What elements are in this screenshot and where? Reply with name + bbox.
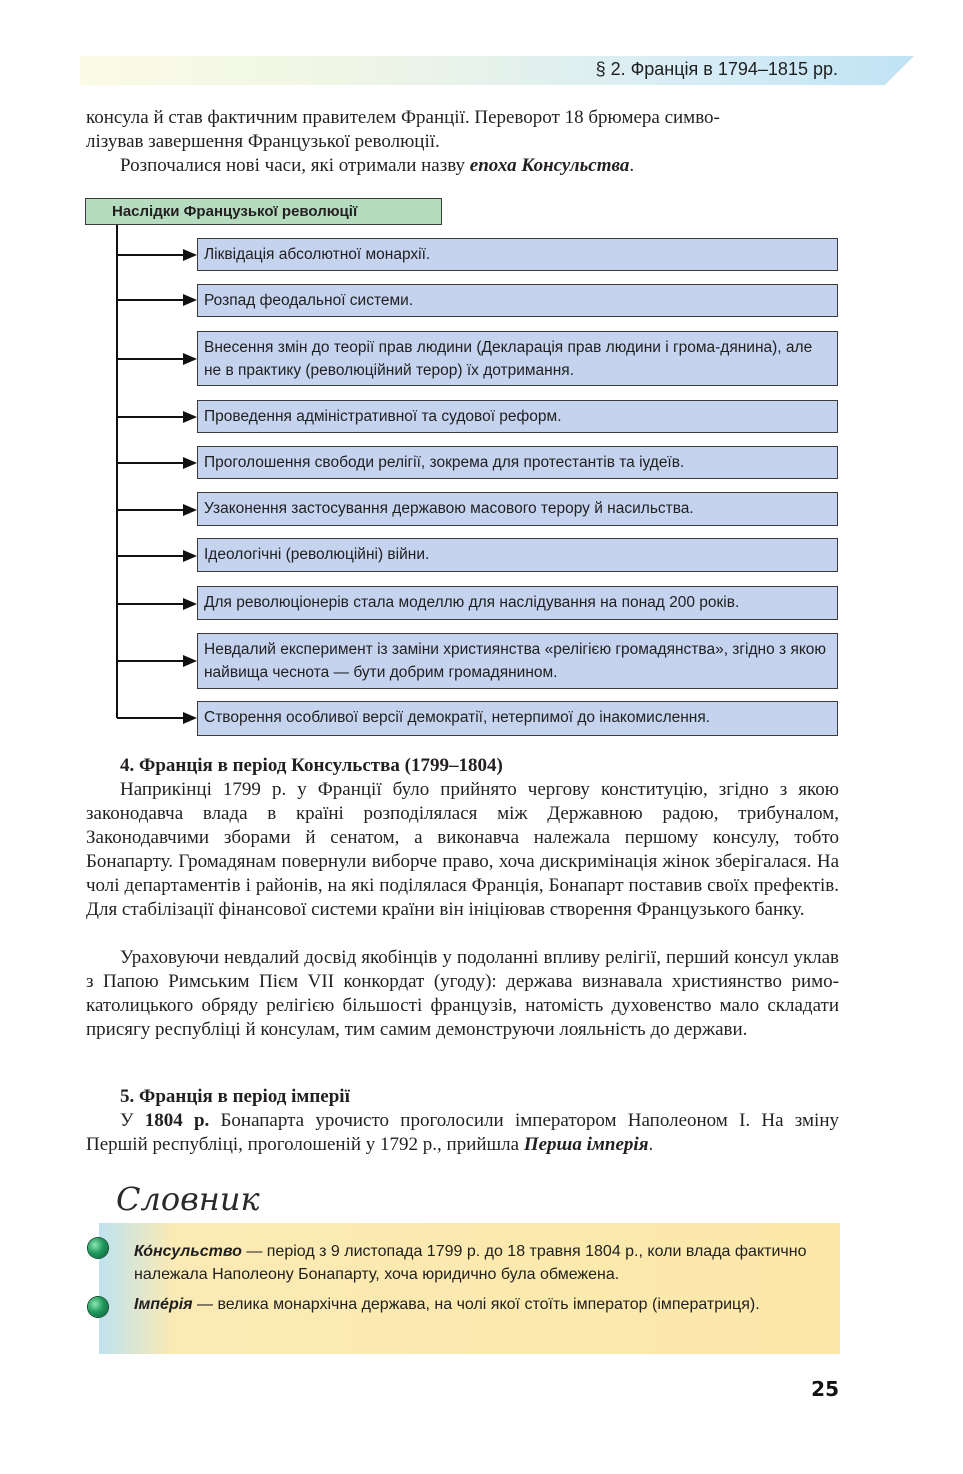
connector-3 bbox=[117, 358, 185, 360]
connector-9 bbox=[117, 660, 185, 662]
scheme-item-6: Узаконення застосування державою масового терору й насильства. bbox=[197, 492, 838, 526]
intro-line-3: Розпочалися нові часи, які отримали назву bbox=[120, 155, 470, 176]
s5-term: Перша імперія bbox=[523, 1134, 649, 1155]
scheme-item-4: Проведення адміністративної та судової реформ. bbox=[197, 400, 838, 433]
section-4-paragraph-1: Наприкінці 1799 р. у Франції було прийнято чергову конституцію, згідно з якою законодавча влада в країні розподілялася між Державною радою, трибуналом, Законодавчими зборами й сенатом, а виконавча належала першому консулу, тобто Бонапарту. Громадянам повернули виборче право, хоча дискримінація жінок зберігалася. На чолі департаментів і районів, на які поділялася Франція, Бонапарт поставив своїх префектів. Для стабілізації фінансової системи країни він ініціював створення Французького банку. bbox=[86, 779, 839, 920]
connector-8 bbox=[117, 603, 185, 605]
s5-text-start: У bbox=[120, 1110, 145, 1131]
section-5-heading: 5. Франція в період імперії bbox=[120, 1086, 350, 1107]
scheme-item-1: Ліквідація абсолютної монархії. bbox=[197, 238, 838, 271]
s5-text-end: . bbox=[648, 1134, 654, 1155]
connector-5 bbox=[117, 462, 185, 464]
intro-line-1: консула й став фактичним правителем Франції. Переворот 18 брюмера симво- bbox=[86, 107, 720, 128]
scheme-item-3: Внесення змін до теорії прав людини (Декларація прав людини і грома-дянина), але не в практику (революційний терор) їх дотримання. bbox=[197, 331, 838, 386]
bullet-1-icon bbox=[88, 1238, 108, 1258]
glossary-term-2: Імпе́рія bbox=[134, 1296, 193, 1313]
connector-6 bbox=[117, 509, 185, 511]
arrow-1-icon bbox=[183, 249, 197, 261]
arrow-5-icon bbox=[183, 457, 197, 469]
connector-7 bbox=[117, 555, 185, 557]
bullet-2-icon bbox=[88, 1297, 108, 1317]
glossary-heading: Словник bbox=[116, 1180, 260, 1218]
arrow-7-icon bbox=[183, 550, 197, 562]
glossary-definition-1: — період з 9 листопада 1799 р. до 18 травня 1804 р., коли влада фактично належала Наполеону Бонапарту, хоча юридично була обмежена. bbox=[134, 1243, 807, 1283]
s5-text-mid: Бонапарта урочисто проголосили імператором Наполеоном І. На зміну Першій республіці, проголошеній у 1792 р., прийшла bbox=[86, 1110, 839, 1155]
scheme-title: Наслідки Французької революції bbox=[85, 198, 442, 225]
intro-paragraph bbox=[86, 106, 839, 178]
scheme-item-7: Ідеологічні (революційні) війни. bbox=[197, 538, 838, 572]
running-header: § 2. Франція в 1794–1815 рр. bbox=[595, 59, 838, 79]
connector-10 bbox=[117, 717, 185, 719]
scheme-item-10: Створення особливої версії демократії, нетерпимої до інакомислення. bbox=[197, 701, 838, 736]
page-number: 25 bbox=[811, 1377, 839, 1401]
connector-4 bbox=[117, 416, 185, 418]
arrow-6-icon bbox=[183, 504, 197, 516]
section-5-paragraph bbox=[86, 1109, 839, 1157]
scheme-item-9: Невдалий експеримент із заміни християнства «релігією громадянства», згідно з якою найвища чеснота — бути добрим громадянином. bbox=[197, 633, 838, 689]
arrow-10-icon bbox=[183, 712, 197, 724]
intro-line-3-end: . bbox=[629, 155, 635, 176]
connector-1 bbox=[117, 254, 185, 256]
glossary-item-2 bbox=[134, 1293, 828, 1316]
arrow-8-icon bbox=[183, 598, 197, 610]
glossary-definition-2: — велика монархічна держава, на чолі якої стоїть імператор (імператриця). bbox=[192, 1296, 760, 1313]
arrow-9-icon bbox=[183, 655, 197, 667]
section-4-paragraph-2: Ураховуючи невдалий досвід якобінців у подоланні впливу релігії, перший консул уклав з Папою Римським Пієм VII конкордат (угоду): держава визнавала християнство римо-католицького обряду релігією більшості французів, натомість духовенство мало складати присягу республіці й консулам, тим самим демонструючи лояльність до держави. bbox=[86, 947, 839, 1040]
arrow-2-icon bbox=[183, 294, 197, 306]
section-4-heading: 4. Франція в період Консульства (1799–1804) bbox=[120, 755, 503, 776]
intro-line-2: лізував завершення Французької революції. bbox=[86, 131, 440, 152]
glossary-item-1 bbox=[134, 1240, 828, 1286]
scheme-item-2: Розпад феодальної системи. bbox=[197, 284, 838, 317]
scheme-item-8: Для революціонерів стала моделлю для наслідування на понад 200 років. bbox=[197, 586, 838, 620]
scheme-item-5: Проголошення свободи релігії, зокрема для протестантів та іудеїв. bbox=[197, 446, 838, 479]
arrow-3-icon bbox=[183, 353, 197, 365]
intro-term: епоха Консульства bbox=[469, 155, 630, 176]
connector-2 bbox=[117, 299, 185, 301]
glossary-term-1: Ко́нсульство bbox=[134, 1243, 242, 1260]
s5-year: 1804 р. bbox=[144, 1110, 210, 1131]
arrow-4-icon bbox=[183, 411, 197, 423]
